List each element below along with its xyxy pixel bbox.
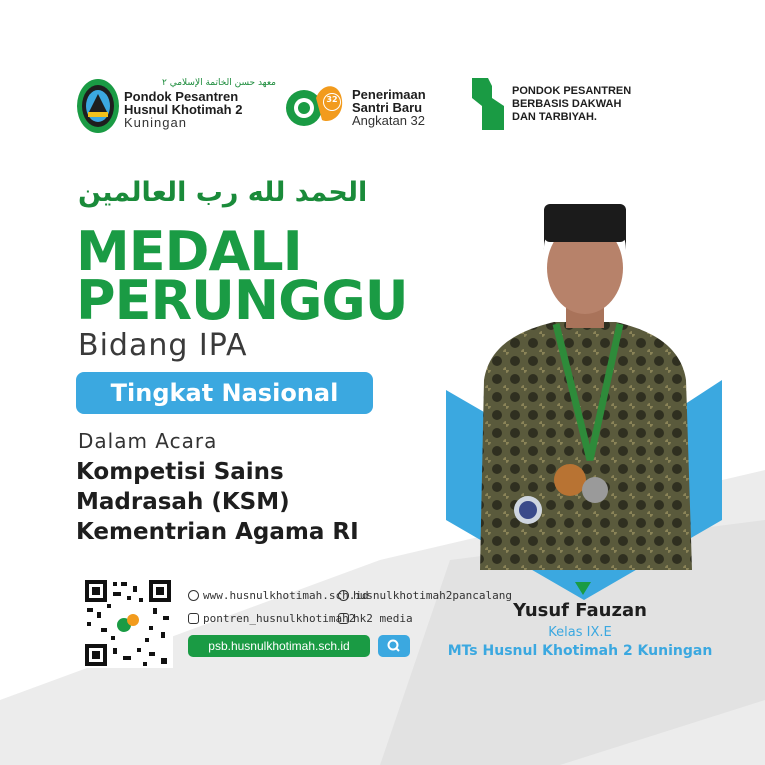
facebook-text: husnulkhotimah2pancalang [353,589,512,602]
logo-dakwah [470,76,670,132]
logo1-line3: Kuningan [124,115,187,130]
instagram-link[interactable] [188,612,355,625]
logo2-line3: Angkatan 32 [352,113,426,128]
event-label: Dalam Acara [78,429,218,453]
instagram-text: pontren_husnulkhotimah2 [203,612,356,625]
logo3-line3: DAN TARBIYAH. [512,111,597,123]
psb-search-button[interactable] [378,635,410,657]
level-badge: Tingkat Nasional [76,372,373,414]
logo3-line1: PONDOK PESANTREN [512,85,632,97]
psb-emblem-icon [282,76,348,132]
logo1-line1: Pondok Pesantren [124,89,239,104]
event-name-line1: Kompetisi Sains [76,459,284,485]
facebook-icon [338,590,349,601]
qr-code [83,578,173,668]
psb-badge-number: 32 [326,95,338,104]
website-text: www.husnulkhotimah.sch.id [203,589,369,602]
arabic-praise-title: الحمد لله رب العالمين [78,177,368,208]
student-class: Kelas IX.E [548,625,612,640]
student-school: MTs Husnul Khotimah 2 Kuningan [447,643,713,659]
youtube-link[interactable] [338,612,413,625]
logo-psb [282,76,452,132]
logo2-line2: Santri Baru [352,100,423,115]
event-name-line2: Madrasah (KSM) [76,489,290,515]
student-name: Yusuf Fauzan [513,600,647,621]
youtube-icon [338,613,349,624]
psb-link[interactable]: psb.husnulkhotimah.sch.id [188,635,370,657]
medal-title-line1: MEDALI [76,220,302,283]
search-icon [378,635,410,657]
medal-title-line2: PERUNGGU [76,269,408,332]
globe-icon [188,590,199,601]
youtube-text: hk2 media [353,612,413,625]
logo3-line2: BERBASIS DAKWAH [512,98,622,110]
logo-husnul-khotimah [76,78,276,134]
logo1-arabic: معهد حسن الخاتمة الإسلامي ٢ [162,78,276,88]
logo2-line1: Penerimaan [352,87,426,102]
triangle-marker-icon [575,582,591,595]
event-name-line3: Kementrian Agama RI [76,519,359,545]
dakwah-emblem-icon [470,76,506,132]
instagram-icon [188,613,199,624]
logo1-line2: Husnul Khotimah 2 [124,102,243,117]
school-emblem-icon [76,78,120,134]
student-photo [470,190,700,570]
field-subtitle: Bidang IPA [78,328,248,363]
